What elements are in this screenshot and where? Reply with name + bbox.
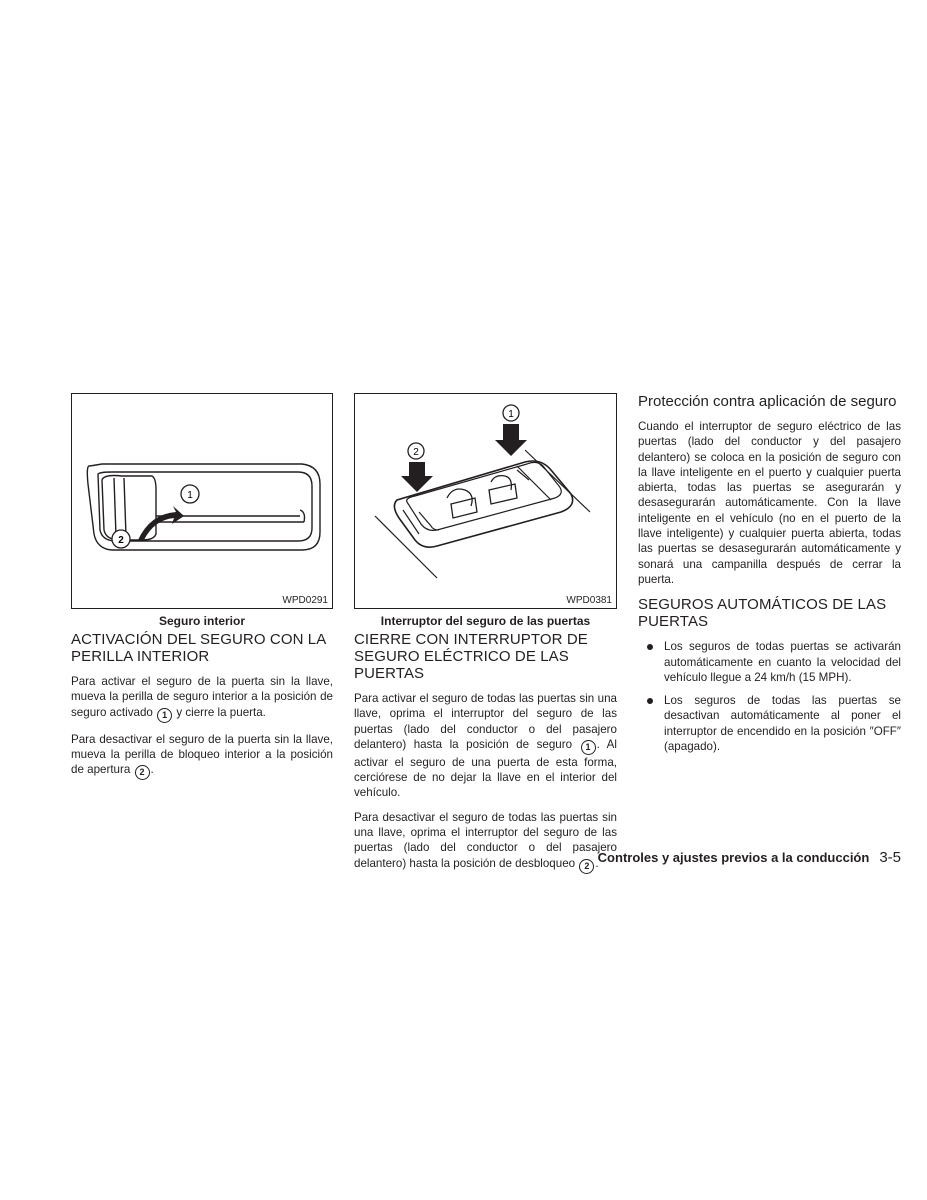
svg-text:1: 1 [508, 409, 514, 420]
paragraph: Para activar el seguro de todas las puertas sin una llave, oprima el interruptor del seguro de las puertas (lado del conductor o del pasajero delantero) hasta la posición de seguro 1 . Al activar el seguro de una puerta de esta forma, cerciórese de no dejar la llave en el interior del vehículo. [354, 692, 617, 800]
bullet-icon [647, 644, 653, 650]
paragraph: Cuando el interruptor de seguro eléctrico de las puertas (lado del conductor y del pasajero delantero) se coloca en la posición de seguro con la llave inteligente en el puerto y cualquier puerta abierta, todas las puertas se asegurarán y desasegurarán automáticamente. Con la llave inteligente en el vehículo (no en el puerto de la llave inteligente) y cualquier puerta abierta, todas las puertas se desasegurarán automáticamente y sonará una campanilla después de cerrar la puerta. [638, 420, 901, 586]
marker-1 [503, 405, 519, 421]
list-item: Los seguros de todas las puertas se desactivan automáticamente al poner el interruptor de encendido en la posición ″OFF″ (apagado). [638, 693, 901, 754]
subsection-heading: Protección contra aplicación de seguro [638, 393, 897, 410]
lock-switch-illustration [355, 394, 618, 608]
arrow-icon [495, 424, 527, 456]
list-item: Los seguros de todas puertas se activarán automáticamente en cuanto la velocidad del vehículo llegue a 24 km/h (15 MPH). [638, 639, 901, 685]
paragraph: Para activar el seguro de la puerta sin la llave, mueva la perilla de seguro interior a la posición de seguro activado 1 y cierre la puerta. [71, 674, 333, 723]
svg-text:2: 2 [118, 535, 124, 546]
door-handle-illustration [72, 394, 334, 608]
arrow-icon [401, 462, 433, 492]
bullet-list [638, 639, 901, 754]
bullet-icon [647, 698, 653, 704]
page-footer [560, 849, 901, 866]
figure-code: WPD0291 [282, 595, 328, 606]
footer-title: Controles y ajustes previos a la conducción [597, 850, 870, 865]
figure-caption: Interruptor del seguro de las puertas [380, 614, 591, 628]
figure-door-lock-switch [354, 393, 617, 609]
column-2 [354, 393, 617, 883]
svg-text:2: 2 [413, 447, 419, 458]
marker-2 [112, 530, 130, 548]
section-heading: SEGUROS AUTOMÁTICOS DE LAS PUERTAS [638, 596, 887, 631]
svg-text:1: 1 [187, 490, 193, 501]
paragraph: Para desactivar el seguro de todas las puertas sin una llave, oprima el interruptor del seguro de las puertas (lado del conductor o del pasajero delantero) hasta la posición de desbloqueo 2 . [354, 810, 617, 874]
section-heading: CIERRE CON INTERRUPTOR DE SEGURO ELÉCTRICO DE LAS PUERTAS [354, 631, 588, 682]
marker-2 [408, 443, 424, 459]
page-number: 3-5 [879, 849, 901, 866]
column-1 [71, 393, 333, 789]
marker-1 [181, 485, 199, 503]
paragraph: Para desactivar el seguro de la puerta sin la llave, mueva la perilla de bloqueo interior a la posición de apertura 2 . [71, 732, 333, 781]
figure-code: WPD0381 [566, 595, 612, 606]
column-3 [638, 393, 901, 762]
section-heading: ACTIVACIÓN DEL SEGURO CON LA PERILLA INTERIOR [71, 631, 326, 665]
figure-caption: Seguro interior [158, 614, 245, 628]
figure-interior-lock [71, 393, 333, 609]
